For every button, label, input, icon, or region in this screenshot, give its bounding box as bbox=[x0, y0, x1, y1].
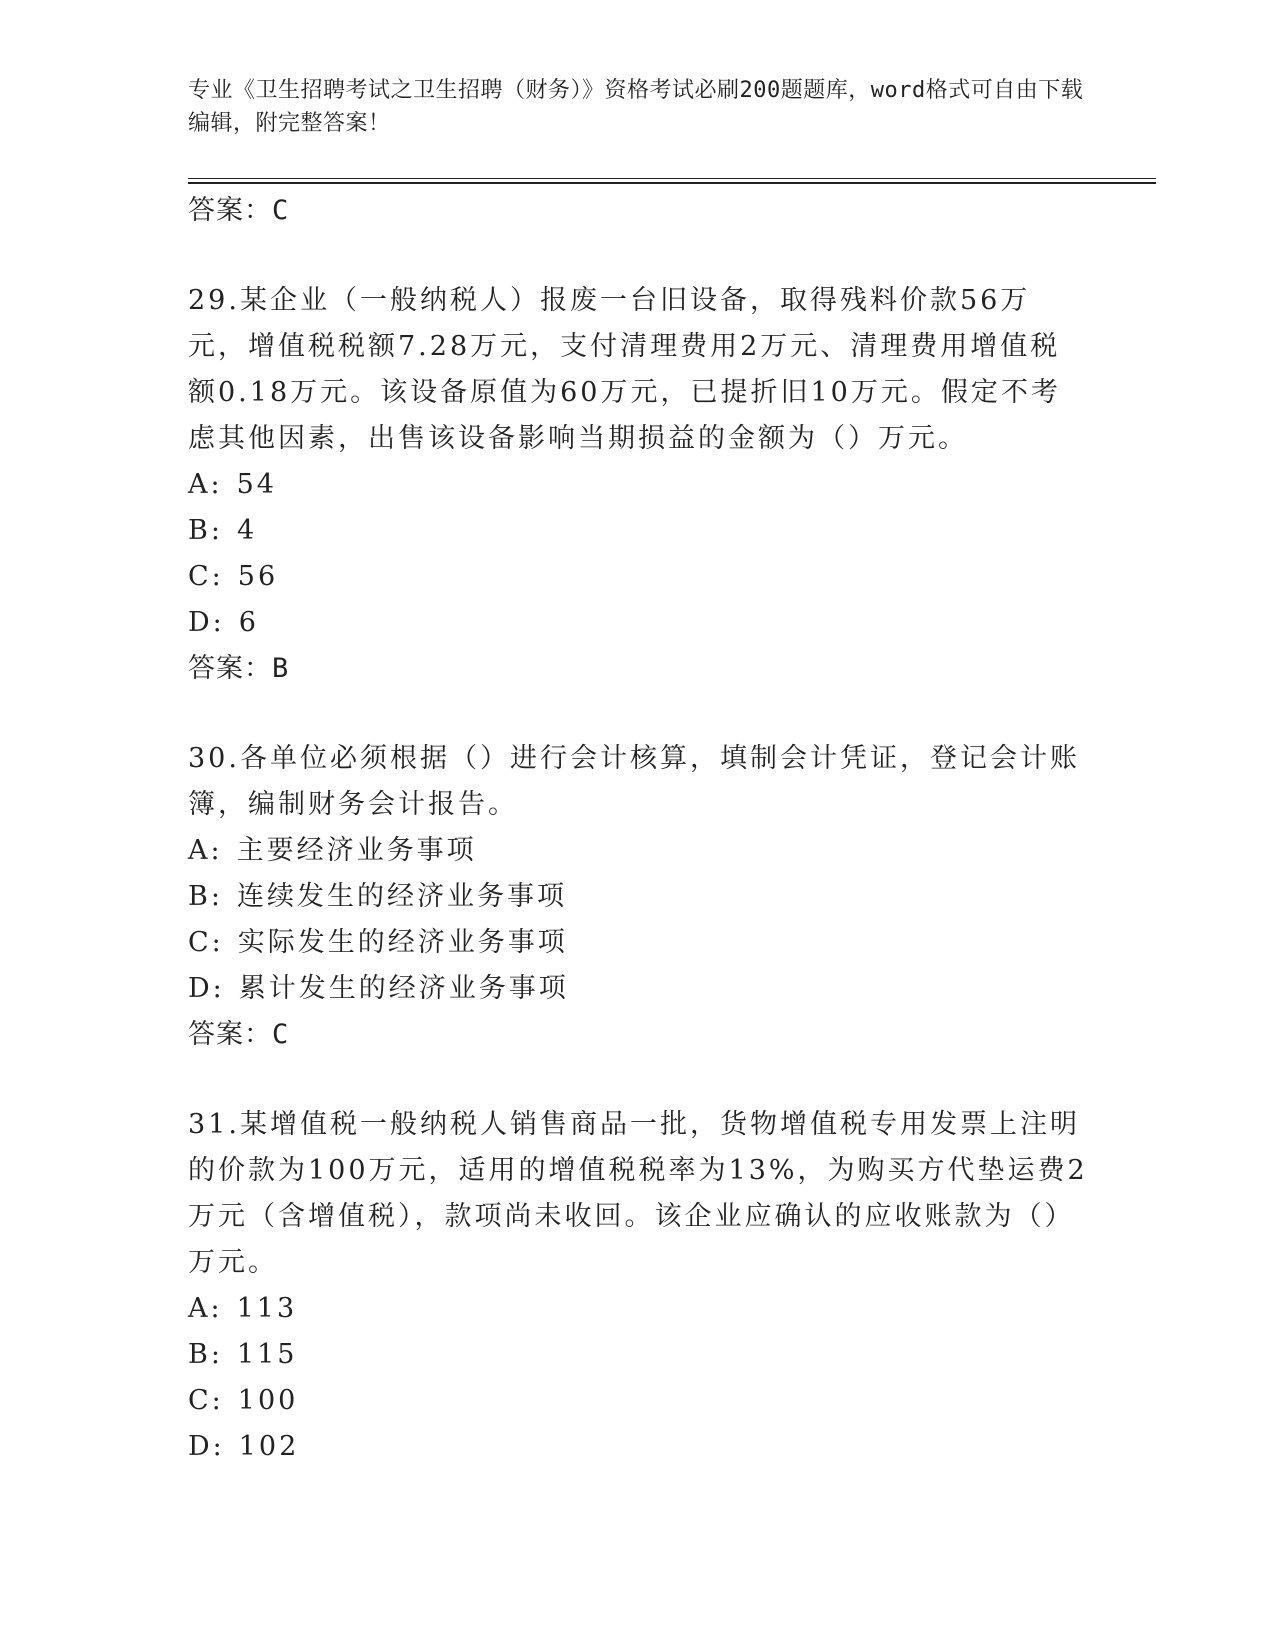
option-d bbox=[188, 600, 1088, 646]
document-body bbox=[188, 188, 1088, 1470]
option-b bbox=[188, 1332, 1088, 1378]
option-text: 115 bbox=[236, 1339, 298, 1370]
option-a bbox=[188, 828, 1088, 874]
header-divider-thin bbox=[188, 178, 1156, 179]
question-text: 30.各单位必须根据（）进行会计核算，填制会计凭证，登记会计账簿，编制财务会计报告。 bbox=[188, 743, 1080, 820]
question-text: 31.某增值税一般纳税人销售商品一批，货物增值税专用发票上注明的价款为100万元，适用的增值税税率为13%，为购买方代垫运费2万元（含增值税），款项尚未收回。该企业应确认的应收账款为（）万元。 bbox=[188, 1109, 1088, 1278]
spacer bbox=[188, 234, 1088, 278]
option-letter: D: bbox=[188, 1431, 225, 1462]
question-block bbox=[188, 736, 1088, 1058]
question-block bbox=[188, 278, 1088, 692]
option-text: 102 bbox=[238, 1431, 300, 1462]
answer-line: 答案：C bbox=[188, 195, 290, 226]
option-letter: B: bbox=[188, 1339, 223, 1370]
option-d bbox=[188, 966, 1088, 1012]
answer-line: 答案：C bbox=[188, 1019, 290, 1050]
option-text: 实际发生的经济业务事项 bbox=[237, 927, 568, 958]
option-c bbox=[188, 554, 1088, 600]
option-letter: C: bbox=[188, 927, 224, 958]
option-letter: C: bbox=[188, 561, 224, 592]
option-text: 累计发生的经济业务事项 bbox=[238, 973, 569, 1004]
option-text: 4 bbox=[236, 515, 258, 546]
option-text: 56 bbox=[237, 561, 279, 592]
option-d bbox=[188, 1424, 1088, 1470]
option-letter: D: bbox=[188, 973, 225, 1004]
option-letter: B: bbox=[188, 881, 223, 912]
option-b bbox=[188, 508, 1088, 554]
spacer bbox=[188, 1058, 1088, 1102]
option-c bbox=[188, 920, 1088, 966]
option-letter: B: bbox=[188, 515, 223, 546]
header-divider-thick bbox=[188, 182, 1156, 184]
option-text: 6 bbox=[238, 607, 259, 638]
option-text: 连续发生的经济业务事项 bbox=[236, 881, 567, 912]
option-a bbox=[188, 462, 1088, 508]
option-letter: A: bbox=[188, 1293, 223, 1324]
option-letter: C: bbox=[188, 1385, 224, 1416]
option-letter: D: bbox=[188, 607, 225, 638]
option-letter: A: bbox=[188, 835, 223, 866]
answer-line: 答案：B bbox=[188, 653, 290, 684]
question-text: 29.某企业（一般纳税人）报废一台旧设备，取得残料价款56万元，增值税税额7.28万元，支付清理费用2万元、清理费用增值税额0.18万元。该设备原值为60万元，已提折旧10万元。假定不考虑其他因素，出售该设备影响当期损益的金额为（）万元。 bbox=[188, 285, 1061, 454]
option-text: 113 bbox=[236, 1293, 298, 1324]
option-a bbox=[188, 1286, 1088, 1332]
option-b bbox=[188, 874, 1088, 920]
spacer bbox=[188, 692, 1088, 736]
option-c bbox=[188, 1378, 1088, 1424]
document-header: 专业《卫生招聘考试之卫生招聘（财务）》资格考试必刷200题题库，word格式可自由下载编辑，附完整答案！ bbox=[188, 78, 1084, 136]
option-text: 54 bbox=[236, 469, 277, 500]
option-letter: A: bbox=[188, 469, 223, 500]
option-text: 主要经济业务事项 bbox=[236, 835, 477, 866]
question-block bbox=[188, 1102, 1088, 1470]
option-text: 100 bbox=[237, 1385, 299, 1416]
